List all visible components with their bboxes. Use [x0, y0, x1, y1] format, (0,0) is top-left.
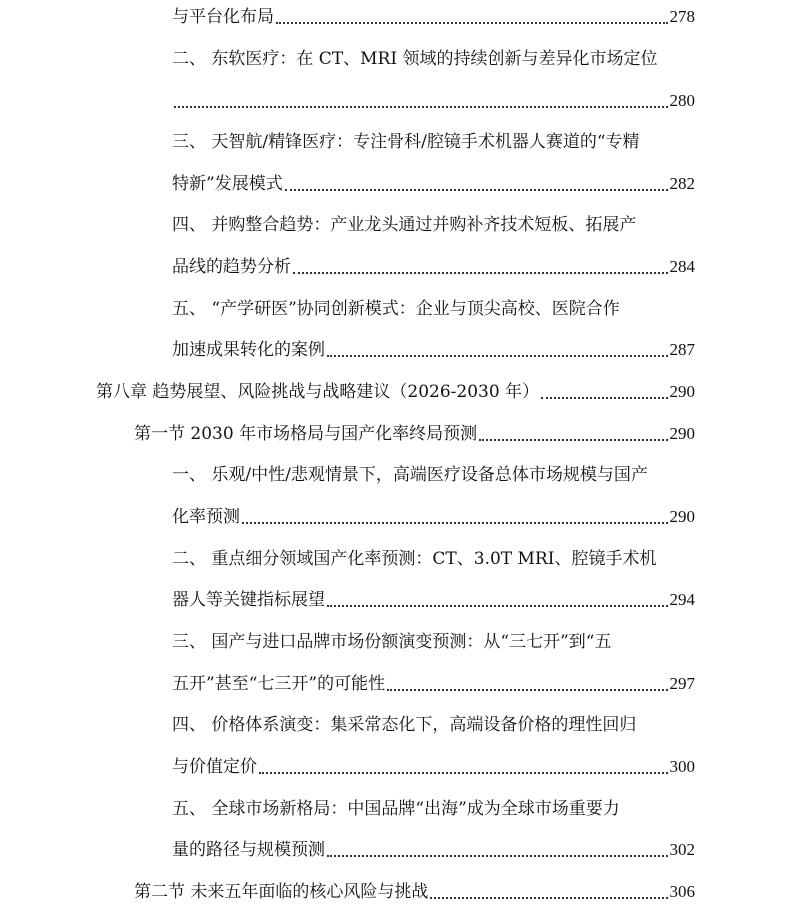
toc-entry-continuation[interactable]: [172, 89, 695, 113]
toc-entry-text: 四、 并购整合趋势：产业龙头通过并购补齐技术短板、拓展产: [172, 215, 637, 235]
toc-leader-dots: [430, 896, 667, 899]
toc-entry[interactable]: [172, 213, 695, 237]
toc-section-entry[interactable]: [134, 880, 695, 904]
toc-entry-text: 特新”发展模式: [172, 174, 283, 194]
toc-entry-text: 一、 乐观/中性/悲观情景下，高端医疗设备总体市场规模与国产: [172, 465, 648, 485]
toc-entry-text: 二、 重点细分领域国产化率预测：CT、3.0T MRI、腔镜手术机: [172, 549, 657, 569]
toc-entry[interactable]: [172, 463, 695, 487]
toc-leader-dots: [293, 271, 668, 274]
toc-page-number: 290: [669, 507, 695, 526]
toc-leader-dots: [327, 854, 668, 857]
toc-entry-text: 三、 天智航/精锋医疗：专注骨科/腔镜手术机器人赛道的“专精: [172, 132, 640, 152]
toc-leader-dots: [259, 771, 668, 774]
toc-entry-text: 加速成果转化的案例: [172, 340, 325, 360]
toc-page-number: 282: [669, 174, 695, 193]
toc-page-number: 302: [669, 840, 695, 859]
toc-page-number: 300: [669, 757, 695, 776]
toc-entry[interactable]: [172, 47, 695, 71]
toc-page-number: 297: [669, 674, 695, 693]
toc-entry-text: 三、 国产与进口品牌市场份额演变预测：从“三七开”到“五: [172, 632, 612, 652]
toc-entry[interactable]: [172, 5, 695, 29]
toc-leader-dots: [327, 354, 668, 357]
toc-entry[interactable]: [172, 547, 695, 571]
toc-leader-dots: [285, 188, 668, 191]
toc-section-entry[interactable]: [134, 422, 695, 446]
toc-entry-continuation[interactable]: [172, 672, 695, 696]
toc-leader-dots: [479, 438, 667, 441]
toc-entry-text: 五开”甚至“七三开”的可能性: [172, 674, 386, 694]
toc-page-number: 284: [669, 257, 695, 276]
toc-entry-continuation[interactable]: [172, 172, 695, 196]
toc-entry-text: 第二节 未来五年面临的核心风险与挑战: [134, 882, 429, 902]
toc-entry-continuation[interactable]: [172, 255, 695, 279]
toc-entry[interactable]: [172, 797, 695, 821]
toc-entry-continuation[interactable]: [172, 838, 695, 862]
toc-page-number: 278: [669, 7, 695, 26]
toc-entry-text: 量的路径与规模预测: [172, 840, 325, 860]
toc-entry-continuation[interactable]: [172, 755, 695, 779]
toc-leader-dots: [541, 396, 667, 399]
toc-entry-text: 五、 全球市场新格局：中国品牌“出海”成为全球市场重要力: [172, 799, 620, 819]
toc-entry-text: 四、 价格体系演变：集采常态化下，高端设备价格的理性回归: [172, 715, 637, 735]
toc-entry-text: 与平台化布局: [172, 7, 274, 27]
toc-leader-dots: [276, 21, 668, 24]
toc-entry-text: 第一节 2030 年市场格局与国产化率终局预测: [134, 424, 478, 444]
toc-entry[interactable]: [172, 130, 695, 154]
toc-page-number: 294: [669, 590, 695, 609]
toc-entry-text: 与价值定价: [172, 757, 257, 777]
toc-leader-dots: [174, 105, 668, 108]
toc-entry-text: 品线的趋势分析: [172, 257, 291, 277]
toc-entry-text: 五、 “产学研医”协同创新模式：企业与顶尖高校、医院合作: [172, 299, 620, 319]
toc-entry-continuation[interactable]: [172, 588, 695, 612]
toc-entry[interactable]: [172, 630, 695, 654]
toc-entry-text: 二、 东软医疗：在 CT、MRI 领域的持续创新与差异化市场定位: [172, 49, 658, 69]
toc-chapter-entry[interactable]: [96, 380, 695, 404]
toc-page-number: 306: [669, 882, 695, 901]
toc-entry-continuation[interactable]: [172, 338, 695, 362]
toc-entry-text: 第八章 趋势展望、风险挑战与战略建议（2026-2030 年）: [96, 382, 540, 402]
toc-leader-dots: [242, 521, 668, 524]
toc-page-number: 290: [669, 424, 695, 443]
toc-page-number: 287: [669, 340, 695, 359]
toc-entry[interactable]: [172, 297, 695, 321]
toc-page-number: 290: [669, 382, 695, 401]
toc-leader-dots: [387, 688, 667, 691]
toc-entry-continuation[interactable]: [172, 505, 695, 529]
toc-page-number: 280: [669, 91, 695, 110]
toc-leader-dots: [327, 604, 668, 607]
toc-entry-text: 器人等关键指标展望: [172, 590, 325, 610]
toc-entry[interactable]: [172, 713, 695, 737]
toc-entry-text: 化率预测: [172, 507, 240, 527]
